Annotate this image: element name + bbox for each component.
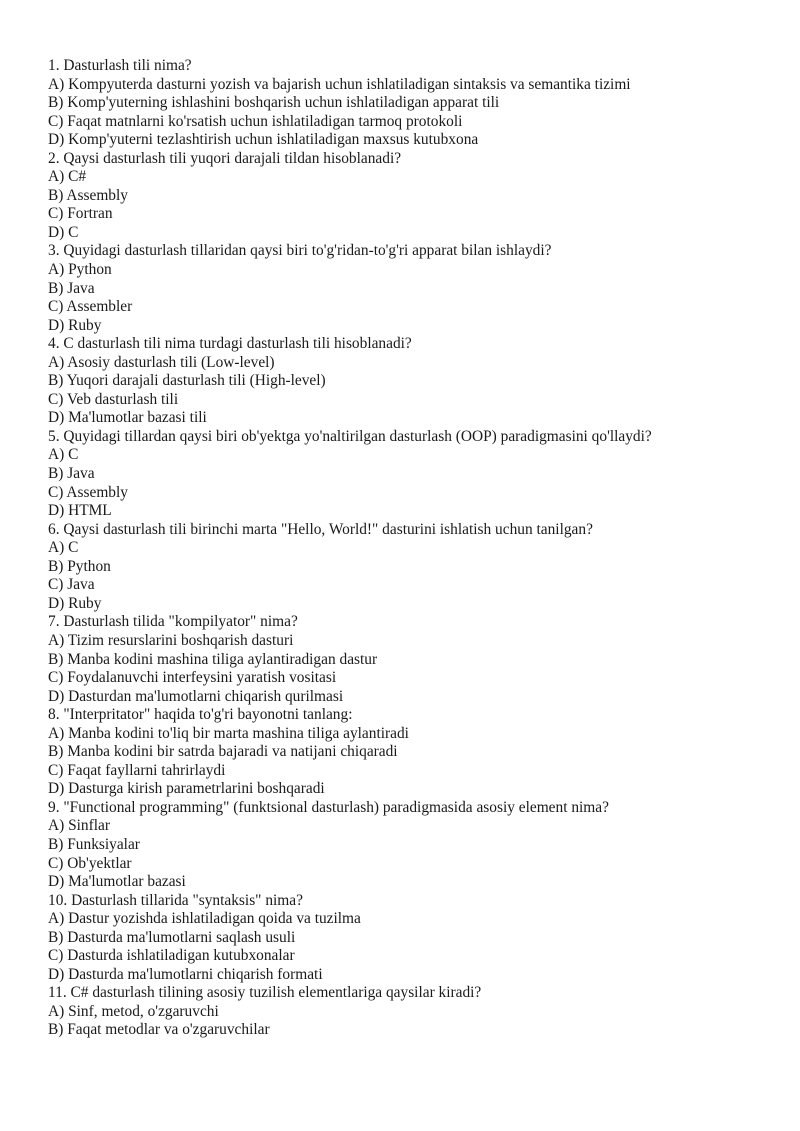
option-d: D) Ruby: [48, 316, 102, 334]
option-d: D) Ma'lumotlar bazasi tili: [48, 409, 207, 427]
option-a: A) Dastur yozishda ishlatiladigan qoida va tuzilma: [48, 910, 361, 928]
question-7: [48, 613, 768, 706]
option-a: A) C: [48, 446, 79, 464]
option-d: D) Ruby: [48, 594, 102, 612]
option-a: A) C#: [48, 168, 87, 186]
option-b: B) Dasturda ma'lumotlarni saqlash usuli: [48, 928, 296, 946]
option-b: B) Manba kodini mashina tiliga aylantiradigan dastur: [48, 650, 378, 668]
option-c: C) Assembly: [48, 483, 128, 501]
question-text: 7. Dasturlash tilida "kompilyator" nima?: [48, 613, 298, 631]
option-c: C) Veb dasturlash tili: [48, 390, 179, 408]
option-b: B) Faqat metodlar va o'zgaruvchilar: [48, 1021, 270, 1039]
option-d: D) HTML: [48, 502, 112, 520]
option-a: A) Sinflar: [48, 817, 110, 835]
question-text: 3. Quyidagi dasturlash tillaridan qaysi biri to'g'ridan-to'g'ri apparat bilan ishlaydi?: [48, 242, 552, 260]
question-text: 9. "Functional programming" (funktsional dasturlash) paradigmasida asosiy element nima?: [48, 798, 609, 816]
option-c: C) Faqat fayllarni tahrirlaydi: [48, 761, 226, 779]
question-text: 8. "Interpritator" haqida to'g'ri bayonotni tanlang:: [48, 706, 353, 724]
question-text: 2. Qaysi dasturlash tili yuqori darajali tildan hisoblanadi?: [48, 149, 402, 167]
option-b: B) Komp'yuterning ishlashini boshqarish uchun ishlatiladigan apparat tili: [48, 94, 500, 112]
option-b: B) Assembly: [48, 186, 128, 204]
question-text: 5. Quyidagi tillardan qaysi biri ob'yektga yo'naltirilgan dasturlash (OOP) paradigmasini qo'llaydi?: [48, 427, 652, 445]
question-4: [48, 335, 768, 428]
option-d: D) Dasturda ma'lumotlarni chiqarish formati: [48, 965, 323, 983]
question-text: 4. C dasturlash tili nima turdagi dasturlash tili hisoblanadi?: [48, 335, 412, 353]
question-text: 1. Dasturlash tili nima?: [48, 57, 192, 74]
option-b: B) Yuqori darajali dasturlash tili (High-level): [48, 372, 326, 390]
option-b: B) Java: [48, 465, 95, 483]
option-d: D) Dasturga kirish parametrlarini boshqaradi: [48, 780, 325, 798]
option-c: C) Assembler: [48, 298, 133, 316]
question-2: [48, 150, 768, 243]
option-b: B) Manba kodini bir satrda bajaradi va natijani chiqaradi: [48, 743, 398, 761]
option-c: C) Ob'yektlar: [48, 854, 132, 872]
option-d: D) Komp'yuterni tezlashtirish uchun ishlatiladigan maxsus kutubxona: [48, 131, 479, 149]
question-3: [48, 242, 768, 335]
option-c: C) Java: [48, 576, 95, 594]
option-a: A) Python: [48, 261, 112, 279]
option-b: B) Python: [48, 557, 111, 575]
question-1: [48, 57, 768, 150]
option-a: A) Manba kodini to'liq bir marta mashina tiliga aylantiradi: [48, 724, 409, 742]
question-11: [48, 984, 768, 1040]
question-text: 10. Dasturlash tillarida "syntaksis" nima?: [48, 891, 303, 909]
question-5: [48, 428, 768, 521]
option-a: A) Sinf, metod, o'zgaruvchi: [48, 1002, 219, 1020]
question-10: [48, 892, 768, 985]
option-c: C) Faqat matnlarni ko'rsatish uchun ishlatiladigan tarmoq protokoli: [48, 112, 463, 130]
option-d: D) Ma'lumotlar bazasi: [48, 873, 186, 891]
option-d: D) C: [48, 223, 79, 241]
option-a: A) Tizim resurslarini boshqarish dasturi: [48, 631, 294, 649]
document-page: [48, 57, 768, 1040]
option-b: B) Funksiyalar: [48, 835, 140, 853]
question-text: 11. C# dasturlash tilining asosiy tuzilish elementlariga qaysilar kiradi?: [48, 984, 482, 1002]
question-6: [48, 521, 768, 614]
option-c: C) Dasturda ishlatiladigan kutubxonalar: [48, 947, 295, 965]
question-text: 6. Qaysi dasturlash tili birinchi marta "Hello, World!" dasturini ishlatish uchun tanilgan?: [48, 520, 593, 538]
option-a: A) C: [48, 539, 79, 557]
option-b: B) Java: [48, 279, 95, 297]
question-8: [48, 706, 768, 799]
option-a: A) Asosiy dasturlash tili (Low-level): [48, 353, 275, 371]
option-c: C) Fortran: [48, 205, 113, 223]
question-9: [48, 799, 768, 892]
option-a: A) Kompyuterda dasturni yozish va bajarish uchun ishlatiladigan sintaksis va semantika tizimi: [48, 75, 631, 93]
option-c: C) Foydalanuvchi interfeysini yaratish vositasi: [48, 669, 337, 687]
option-d: D) Dasturdan ma'lumotlarni chiqarish qurilmasi: [48, 687, 344, 705]
